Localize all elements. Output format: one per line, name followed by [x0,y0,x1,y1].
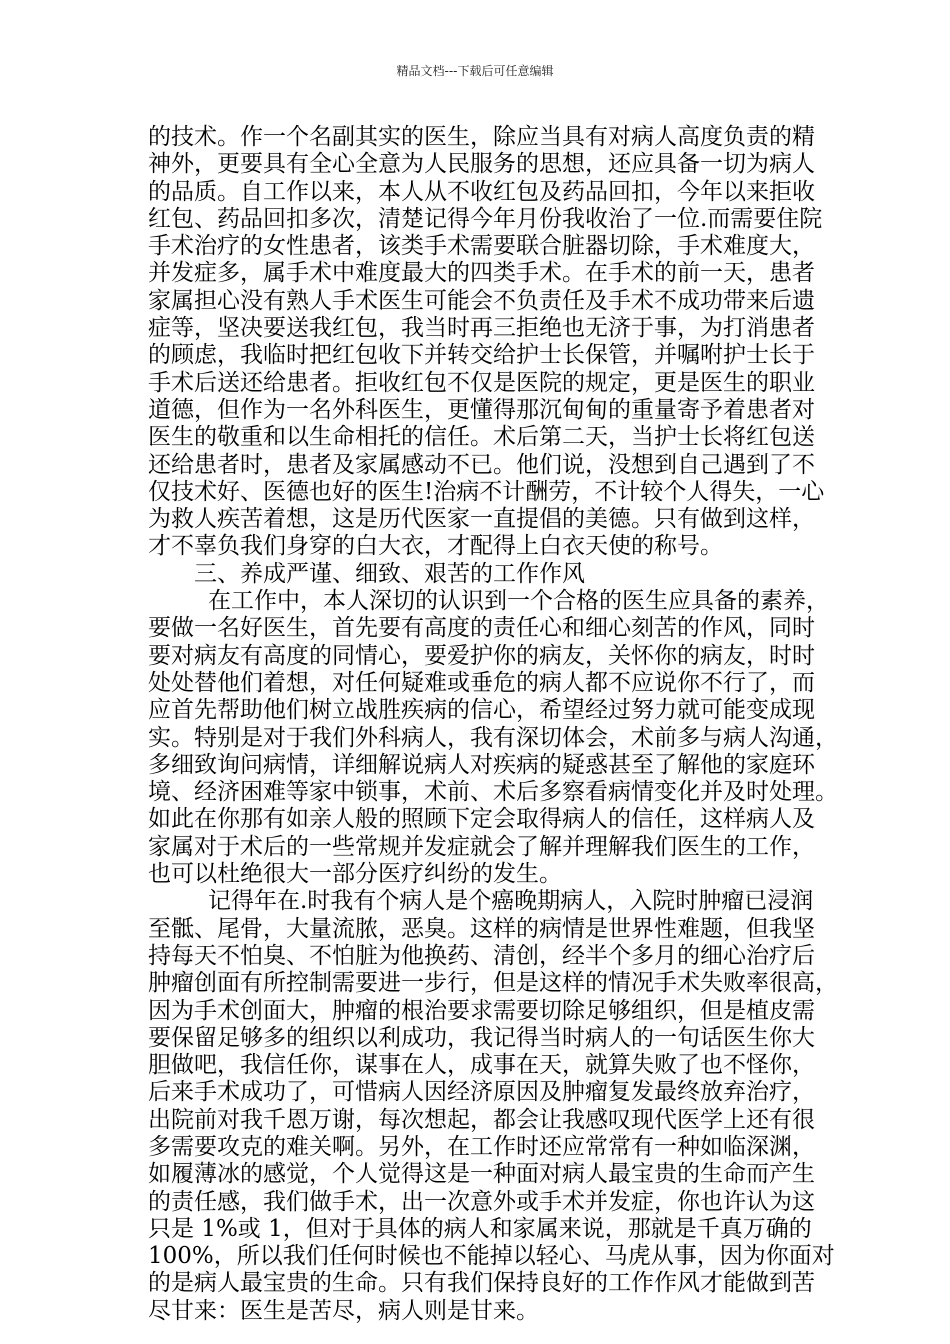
paragraph-line: 胆做吧，我信任你，谋事在人，成事在天，就算失败了也不怪你， [148,1052,815,1079]
paragraph-line: 要做一名好医生，首先要有高度的责任心和细心刻苦的作风，同时 [148,615,815,642]
paragraph-line: 在工作中，本人深切的认识到一个合格的医生应具备的素养， [208,588,829,615]
paragraph-line: 道德，但作为一名外科医生，更懂得那沉甸甸的重量寄予着患者对 [148,396,815,423]
paragraph-line: 的责任感，我们做手术，出一次意外或手术并发症，你也许认为这 [148,1188,815,1215]
section-heading: 三、养成严谨、细致、艰苦的工作作风 [194,560,585,587]
document-body [148,124,838,1325]
paragraph-line: 家属对于术后的一些常规并发症就会了解并理解我们医生的工作， [148,833,815,860]
page-header: 精品文档---下载后可任意编辑 [396,64,554,78]
paragraph-line: 家属担心没有熟人手术医生可能会不负责任及手术不成功带来后遗 [148,287,815,314]
paragraph-line: 要保留足够多的组织以利成功，我记得当时病人的一句话医生你大 [148,1024,815,1051]
paragraph-line: 只是 1%或 1，但对于具体的病人和家属来说，那就是千真万确的 [148,1215,812,1242]
paragraph-line: 手术后送还给患者。拒收红包不仅是医院的规定，更是医生的职业 [148,369,815,396]
paragraph-line: 才不辜负我们身穿的白大衣，才配得上白衣天使的称号。 [148,533,723,560]
paragraph-line: 尽甘来：医生是苦尽，病人则是甘来。 [148,1297,539,1324]
paragraph-line: 实。特别是对于我们外科病人，我有深切体会，术前多与病人沟通， [148,724,838,751]
paragraph-line: 处处替他们着想，对任何疑难或垂危的病人都不应说你不行了，而 [148,669,815,696]
paragraph-line: 症等，坚决要送我红包，我当时再三拒绝也无济于事，为打消患者 [148,315,815,342]
paragraph-line: 多需要攻克的难关啊。另外，在工作时还应常常有一种如临深渊， [148,1133,815,1160]
paragraph-line: 也可以杜绝很大一部分医疗纠纷的发生。 [148,861,562,888]
paragraph-line: 神外，更要具有全心全意为人民服务的思想，还应具备一切为病人 [148,151,815,178]
paragraph-line: 红包、药品回扣多次，清楚记得今年月份我收治了一位.而需要住院 [148,205,823,232]
paragraph-line: 要对病友有高度的同情心，要爱护你的病友，关怀你的病友，时时 [148,642,815,669]
paragraph-line: 的品质。自工作以来，本人从不收红包及药品回扣，今年以来拒收 [148,178,815,205]
paragraph-line: 仅技术好、医德也好的医生!治病不计酬劳，不计较个人得失，一心 [148,478,825,505]
paragraph-line: 的顾虑，我临时把红包收下并转交给护士长保管，并嘱咐护士长于 [148,342,815,369]
paragraph-line: 出院前对我千恩万谢，每次想起，都会让我感叹现代医学上还有很 [148,1106,815,1133]
paragraph-line: 肿瘤创面有所控制需要进一步行，但是这样的情况手术失败率很高， [148,970,838,997]
paragraph-line: 为救人疾苦着想，这是历代医家一直提倡的美德。只有做到这样， [148,506,815,533]
paragraph-line: 的技术。作一个名副其实的医生，除应当具有对病人高度负责的精 [148,124,815,150]
paragraph-line: 如履薄冰的感觉，个人觉得这是一种面对病人最宝贵的生命而产生 [148,1161,815,1188]
paragraph-line: 多细致询问病情，详细解说病人对疾病的疑惑甚至了解他的家庭环 [148,751,815,778]
paragraph-line: 还给患者时，患者及家属感动不已。他们说，没想到自己遇到了不 [148,451,815,478]
paragraph-line: 持每天不怕臭、不怕脏为他换药、清创，经半个多月的细心治疗后 [148,942,815,969]
paragraph-line: 后来手术成功了，可惜病人因经济原因及肿瘤复发最终放弃治疗， [148,1079,815,1106]
paragraph-line: 因为手术创面大，肿瘤的根治要求需要切除足够组织，但是植皮需 [148,997,815,1024]
paragraph-line: 应首先帮助他们树立战胜疾病的信心，希望经过努力就可能变成现 [148,697,815,724]
paragraph-line: 记得年在.时我有个病人是个癌晚期病人，入院时肿瘤已浸润 [208,888,814,915]
paragraph-line: 境、经济困难等家中锁事，术前、术后多察看病情变化并及时处理。 [148,779,838,806]
paragraph-line: 如此在你那有如亲人般的照顾下定会取得病人的信任，这样病人及 [148,806,815,833]
paragraph-line: 手术治疗的女性患者，该类手术需要联合脏器切除，手术难度大， [148,233,815,260]
paragraph-line: 医生的敬重和以生命相托的信任。术后第二天，当护士长将红包送 [148,424,815,451]
paragraph-line: 100%，所以我们任何时候也不能掉以轻心、马虎从事，因为你面对 [148,1243,835,1270]
paragraph-line: 至骶、尾骨，大量流脓，恶臭。这样的病情是世界性难题，但我坚 [148,915,815,942]
paragraph-line: 并发症多，属手术中难度最大的四类手术。在手术的前一天，患者 [148,260,815,287]
paragraph-line: 的是病人最宝贵的生命。只有我们保持良好的工作作风才能做到苦 [148,1270,815,1297]
